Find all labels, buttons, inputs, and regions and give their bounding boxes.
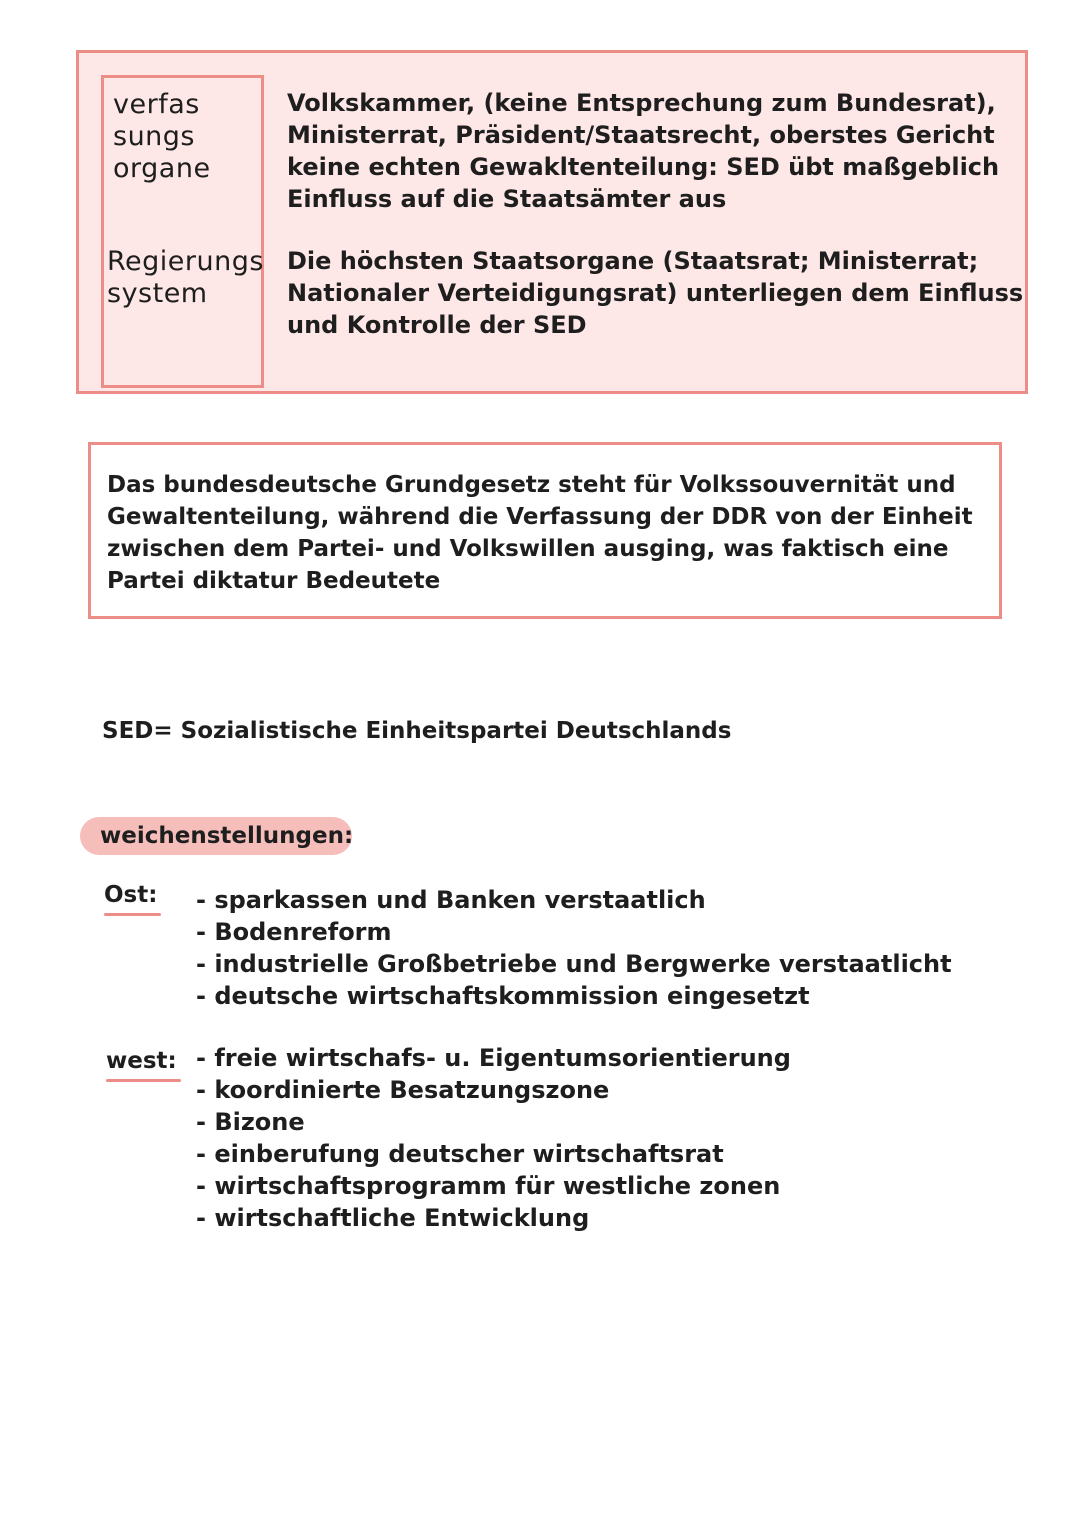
west-list: [196, 1042, 791, 1234]
constitution-table: [76, 50, 1028, 394]
text-line: Einfluss auf die Staatsämter aus: [287, 185, 727, 213]
text-line: Nationaler Verteidigungsrat) unterliegen dem Einfluss: [287, 279, 1024, 307]
list-item: - Bizone: [196, 1108, 305, 1136]
text-line: Partei diktatur Bedeutete: [107, 568, 441, 594]
regierungssystem-label: Regierungs system: [107, 246, 264, 309]
regierungssystem-text: [287, 245, 1023, 341]
sed-definition: SED= Sozialistische Einheitspartei Deutschlands: [102, 718, 732, 744]
text-line: Ministerrat, Präsident/Staatsrecht, oberstes Gericht: [287, 121, 995, 149]
text-line: Volkskammer, (keine Entsprechung zum Bundesrat),: [287, 89, 996, 117]
list-item: - freie wirtschafs- u. Eigentumsorientierung: [196, 1044, 791, 1072]
list-item: - industrielle Großbetriebe und Bergwerke verstaatlicht: [196, 950, 952, 978]
list-item: - Bodenreform: [196, 918, 392, 946]
text-line: keine echten Gewakltenteilung: SED übt maßgeblich: [287, 153, 1000, 181]
verfassungsorgane-label: verfas sungs organe: [113, 89, 211, 184]
list-item: - einberufung deutscher wirtschaftsrat: [196, 1140, 724, 1168]
summary-box: [88, 442, 1002, 619]
ost-label: Ost:: [104, 882, 158, 908]
weichenstellungen-heading: weichenstellungen:: [80, 817, 352, 855]
text-line: zwischen dem Partei- und Volkswillen ausging, was faktisch eine: [107, 536, 949, 562]
ost-list: [196, 884, 952, 1012]
list-item: - wirtschaftsprogramm für westliche zonen: [196, 1172, 781, 1200]
list-item: - wirtschaftliche Entwicklung: [196, 1204, 590, 1232]
summary-text: [107, 469, 973, 597]
list-item: - koordinierte Besatzungszone: [196, 1076, 610, 1104]
verfassungsorgane-text: [287, 87, 999, 215]
west-label: west:: [106, 1048, 177, 1074]
list-item: - deutsche wirtschaftskommission eingesetzt: [196, 982, 810, 1010]
text-line: Das bundesdeutsche Grundgesetz steht für Volkssouvernität und: [107, 472, 956, 498]
text-line: und Kontrolle der SED: [287, 311, 587, 339]
list-item: - sparkassen und Banken verstaatlich: [196, 886, 706, 914]
text-line: Gewaltenteilung, während die Verfassung der DDR von der Einheit: [107, 504, 973, 530]
text-line: Die höchsten Staatsorgane (Staatsrat; Ministerrat;: [287, 247, 979, 275]
